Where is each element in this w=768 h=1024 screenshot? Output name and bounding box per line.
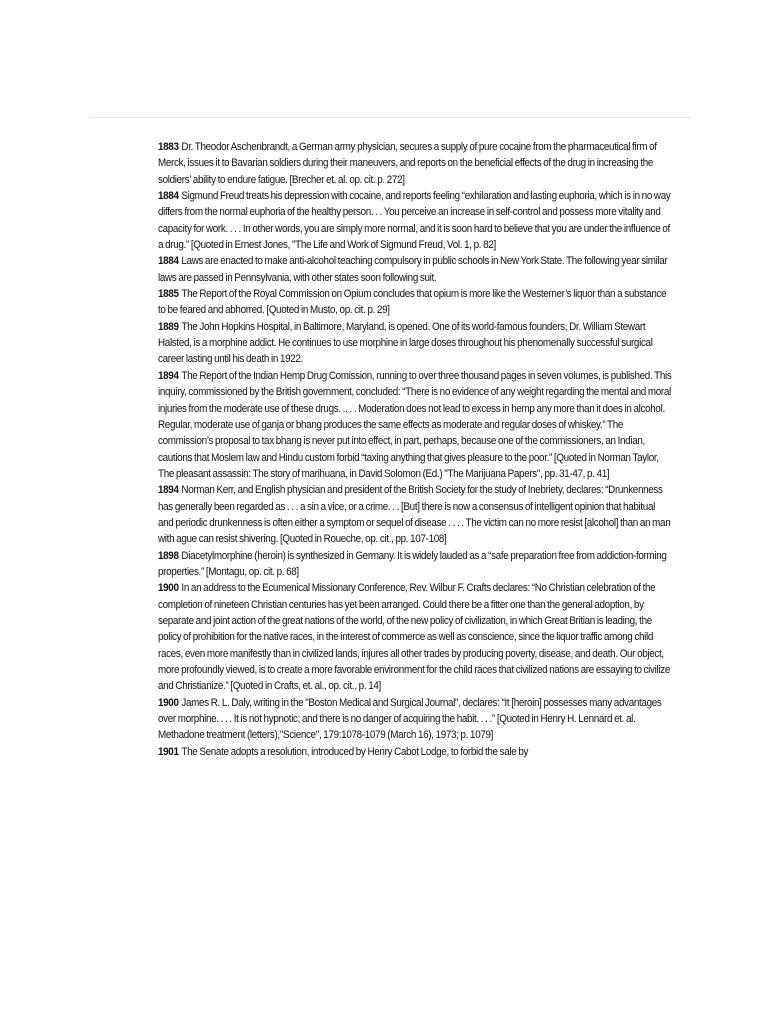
timeline-entry (158, 253, 672, 286)
entry-text: Dr. Theodor Aschenbrandt, a German army physician, secures a supply of pure cocaine from the pharmaceutical firm of Merck, issues it to Bavarian soldiers during their maneuvers, and reports on the beneficial effects of the drug in increasing the soldiers’ ability to endure fatigue. [Brecher et. al. op. cit. p. 272] (158, 141, 657, 186)
entry-year: 1885 (158, 288, 179, 301)
entry-text: The Senate adopts a resolution, introduced by Henry Cabot Lodge, to forbid the sale by (181, 745, 529, 758)
timeline-entry (158, 548, 672, 581)
entry-text: James R. L. Daly, writing in the "Boston Medical and Surgical Journal", declares: “It [heroin] possesses many advantages over morphine. . . . It is not hypnotic; and there is no danger of acquiring the habit. . . .” [Quoted in Henry H. Lennard et. al. Methadone treatment (letters),"Science", 179:1078-1079 (March 16), 1973; p. 1079] (158, 696, 662, 742)
timeline-entry (158, 744, 672, 760)
entry-text: Sigmund Freud treats his depression with cocaine, and reports feeling “exhilaration and lasting euphoria, which is in no way differs from the normal euphoria of the healthy person. . . You perceive an increase in self-control and possess more vitality and capacity for work. . . . In other words, you are simply more normal, and it is soon hard to believe that you are under the influence of a drug.” [Quoted in Ernest Jones, "The Life and Work of Sigmund Freud, Vol. 1, p. 82] (158, 190, 671, 252)
top-divider (90, 117, 691, 118)
entry-text: The Report of the Royal Commission on Opium concludes that opium is more like the Westerner’s liquor than a substance to be feared and abhorred. [Quoted in Musto, op. cit. p. 29] (158, 288, 667, 317)
entry-year: 1894 (158, 369, 179, 382)
entry-text: Laws are enacted to make anti-alcohol teaching compulsory in public schools in New York State. The following year similar laws are passed in Pennsylvania, with other states soon following suit. (158, 255, 668, 284)
entry-year: 1884 (158, 255, 179, 268)
timeline-entry (158, 188, 672, 253)
entry-text: The John Hopkins Hospital, in Baltimore, Maryland, is opened. One of its world-famous founders, Dr. William Stewart Halsted, is a morphine addict. He continues to use morphine in large doses throughout his phenomenally successful surgical career lasting until his death in 1922. (158, 320, 653, 366)
timeline-entry (158, 695, 672, 744)
entry-year: 1884 (158, 190, 179, 203)
timeline-entry (158, 368, 672, 482)
timeline-entry (158, 286, 672, 319)
timeline-entry (158, 139, 672, 188)
entry-year: 1889 (158, 320, 179, 333)
entry-text: In an address to the Ecumenical Missionary Conference, Rev. Wilbur F. Crafts declares: “No Christian celebration of the completion of nineteen Christian centuries has yet been arranged. Could there be a fitter one than the general adoption, by separate and joint action of the great nations of the world, of the new policy of civilization, in which Great Britian is leading, the policy of prohibition for the native races, in the interest of commerce as well as conscience, since the liquor traffic among child races, even more manifestly than in civilized lands, injures all other trades by producing poverty, disease, and death. Our object, more profoundly viewed, is to create a more favorable environment for the child races that civilized nations are essaying to civilize and Christianize.” [Quoted in Crafts, et. al., op. cit., p. 14] (158, 582, 671, 693)
entry-year: 1898 (158, 549, 179, 562)
timeline-entry (158, 319, 672, 368)
timeline-entry (158, 580, 672, 694)
timeline-entry (158, 482, 672, 547)
entry-text: The Report of the Indian Hemp Drug Comission, running to over three thousand pages in seven volumes, is published. This inquiry, commissioned by the British government, concluded: “There is no evidence of any weight regarding the mental and moral injuries from the moderate use of these drugs. .. . . Moderation does not lead to excess in hemp any more than it does in alcohol. Regular, moderate use of ganja or bhang produces the same effects as moderate and regular doses of whiskey.” The commission’s proposal to tax bhang is never put into effect, in part, perhaps, because one of the commissioners, an Indian, cautions that Moslem law and Hindu custom forbid “taxing anything that gives pleasure to the poor.” [Quoted in Norman Taylor, The pleasant assassin: The story of marihuana, in David Solomon (Ed.) "The Marijuana Papers", pp. 31-47, p. 41] (158, 369, 672, 480)
entry-year: 1900 (158, 696, 179, 709)
entry-year: 1901 (158, 745, 179, 758)
entry-text: Diacetylmorphine (heroin) is synthesized in Germany. It is widely lauded as a “safe preparation free from addiction-forming properties.” [Montagu, op. cit. p. 68] (158, 549, 667, 578)
document-body (158, 139, 672, 760)
entry-year: 1883 (158, 141, 179, 153)
entry-year: 1894 (158, 484, 179, 497)
entry-text: Norman Kerr, and English physician and president of the British Society for the study of Inebriety, declares: “Drunkenness has generally been regarded as . . . a sin a vice, or a crime. . . [But] there is now a consensus of intelligent opinion that habitual and periodic drunkenness is often either a symptom or sequel of disease . . . . The victim can no more resist [alcohol] than an man with ague can resist shivering. [Quoted in Roueche, op. cit., pp. 107-108] (158, 484, 671, 546)
entry-year: 1900 (158, 582, 179, 595)
